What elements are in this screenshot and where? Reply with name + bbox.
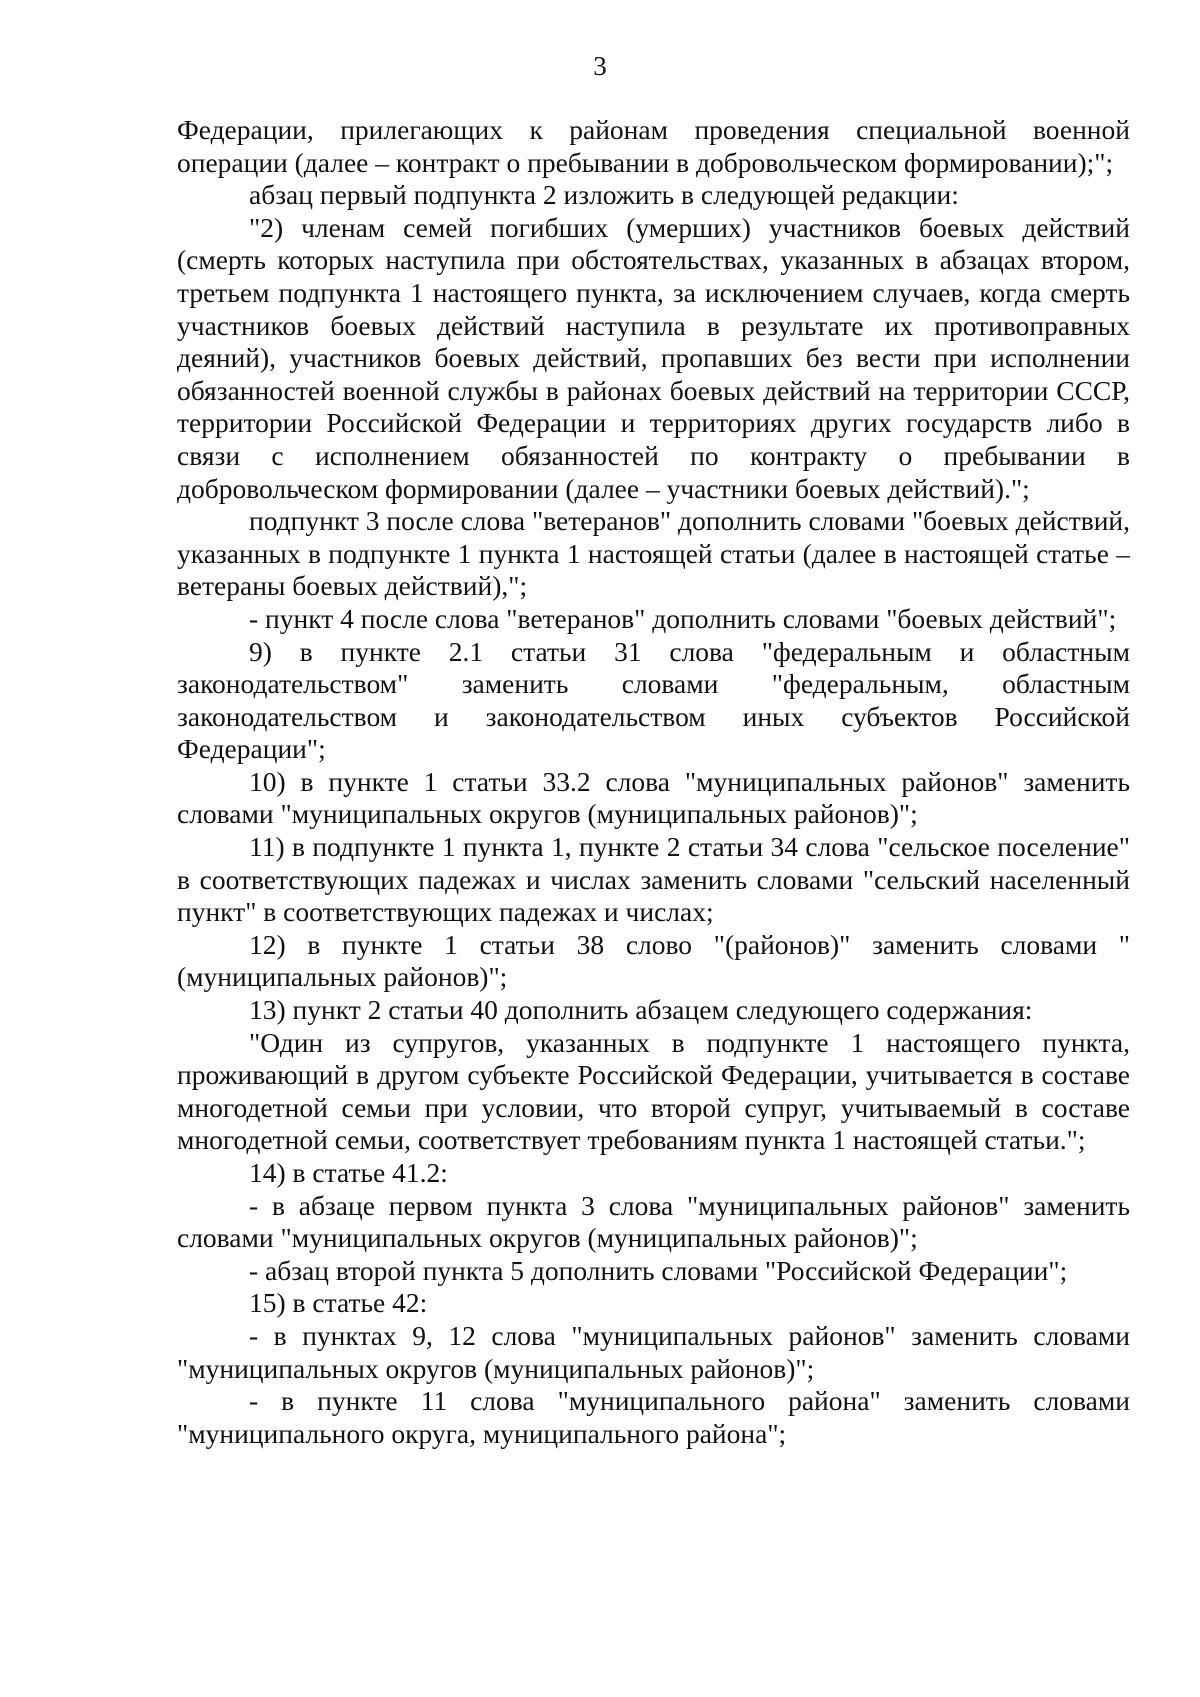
paragraph-subparagraph-3: подпункт 3 после слова "ветеранов" дополнить словами "боевых действий, указанных в подпункте 1 пункта 1 настоящей статьи (далее в настоящей статье – ветераны боевых действий),"; bbox=[177, 505, 1130, 602]
paragraph-item-13: 13) пункт 2 статьи 40 дополнить абзацем следующего содержания: bbox=[249, 994, 1033, 1026]
paragraph-item-13-text: "Один из супругов, указанных в подпункте 1 настоящего пункта, проживающий в другом субъекте Российской Федерации, учитывается в составе многодетной семьи при условии, что второй супруг, учитываемый в составе многодетной семьи, соответствует требованиям пункта 1 настоящей статьи."; bbox=[177, 1026, 1130, 1156]
paragraph-item-11: 11) в подпункте 1 пункта 1, пункте 2 статьи 34 слова "сельское поселение" в соответствующих падежах и числах заменить словами "сельский населенный пункт" в соответствующих падежах и числах; bbox=[177, 831, 1130, 928]
paragraph-item-14: 14) в статье 41.2: bbox=[249, 1157, 448, 1188]
paragraph-continuation: Федерации, прилегающих к районам проведения специальной военной операции (далее – контракт о пребывании в добровольческом формировании);"; bbox=[177, 114, 1130, 178]
paragraph-item-14-point-5: - абзац второй пункта 5 дополнить словами "Российской Федерации"; bbox=[249, 1254, 1068, 1286]
paragraph-item-12: 12) в пункте 1 статьи 38 слово "(районов)" заменить словами "(муниципальных районов)"; bbox=[177, 928, 1130, 993]
paragraph-subparagraph-2-text: "2) членам семей погибших (умерших) участников боевых действий (смерть которых наступила при обстоятельствах, указанных в абзацах втором, третьем подпункта 1 настоящего пункта, за исключением случаев, когда смерть участников боевых действий наступила в результате их противоправных деяний), участников боевых действий, пропавших без вести при исполнении обязанностей военной службы в районах боевых действий на территории СССР, территории Российской Федерации и территориях других государств либо в связи с исполнением обязанностей по контракту о пребывании в добровольческом формировании (далее – участники боевых действий)."; bbox=[177, 211, 1130, 504]
paragraph-subparagraph-2-intro: абзац первый подпункта 2 изложить в следующей редакции: bbox=[249, 179, 959, 211]
page-number: 3 bbox=[593, 51, 607, 81]
paragraph-item-15: 15) в статье 42: bbox=[249, 1287, 428, 1319]
paragraph-item-9: 9) в пункте 2.1 статьи 31 слова "федеральным и областным законодательством" заменить словами "федеральным, областным законодательством и законодательством иных субъектов Российской Федерации"; bbox=[177, 635, 1130, 765]
paragraph-item-14-point-3: - в абзаце первом пункта 3 слова "муниципальных районов" заменить словами "муниципальных округов (муниципальных районов)"; bbox=[177, 1189, 1130, 1254]
paragraph-item-10: 10) в пункте 1 статьи 33.2 слова "муниципальных районов" заменить словами "муниципальных округов (муниципальных районов)"; bbox=[177, 765, 1130, 830]
paragraph-point-4: - пункт 4 после слова "ветеранов" дополнить словами "боевых действий"; bbox=[249, 602, 1117, 634]
paragraph-item-15-point-11: - в пункте 11 слова "муниципального района" заменить словами "муниципального округа, муниципального района"; bbox=[177, 1385, 1130, 1449]
paragraph-item-15-points-9-12: - в пунктах 9, 12 слова "муниципальных районов" заменить словами "муниципальных округов (муниципальных районов)"; bbox=[177, 1319, 1130, 1384]
document-body bbox=[177, 114, 1130, 1450]
